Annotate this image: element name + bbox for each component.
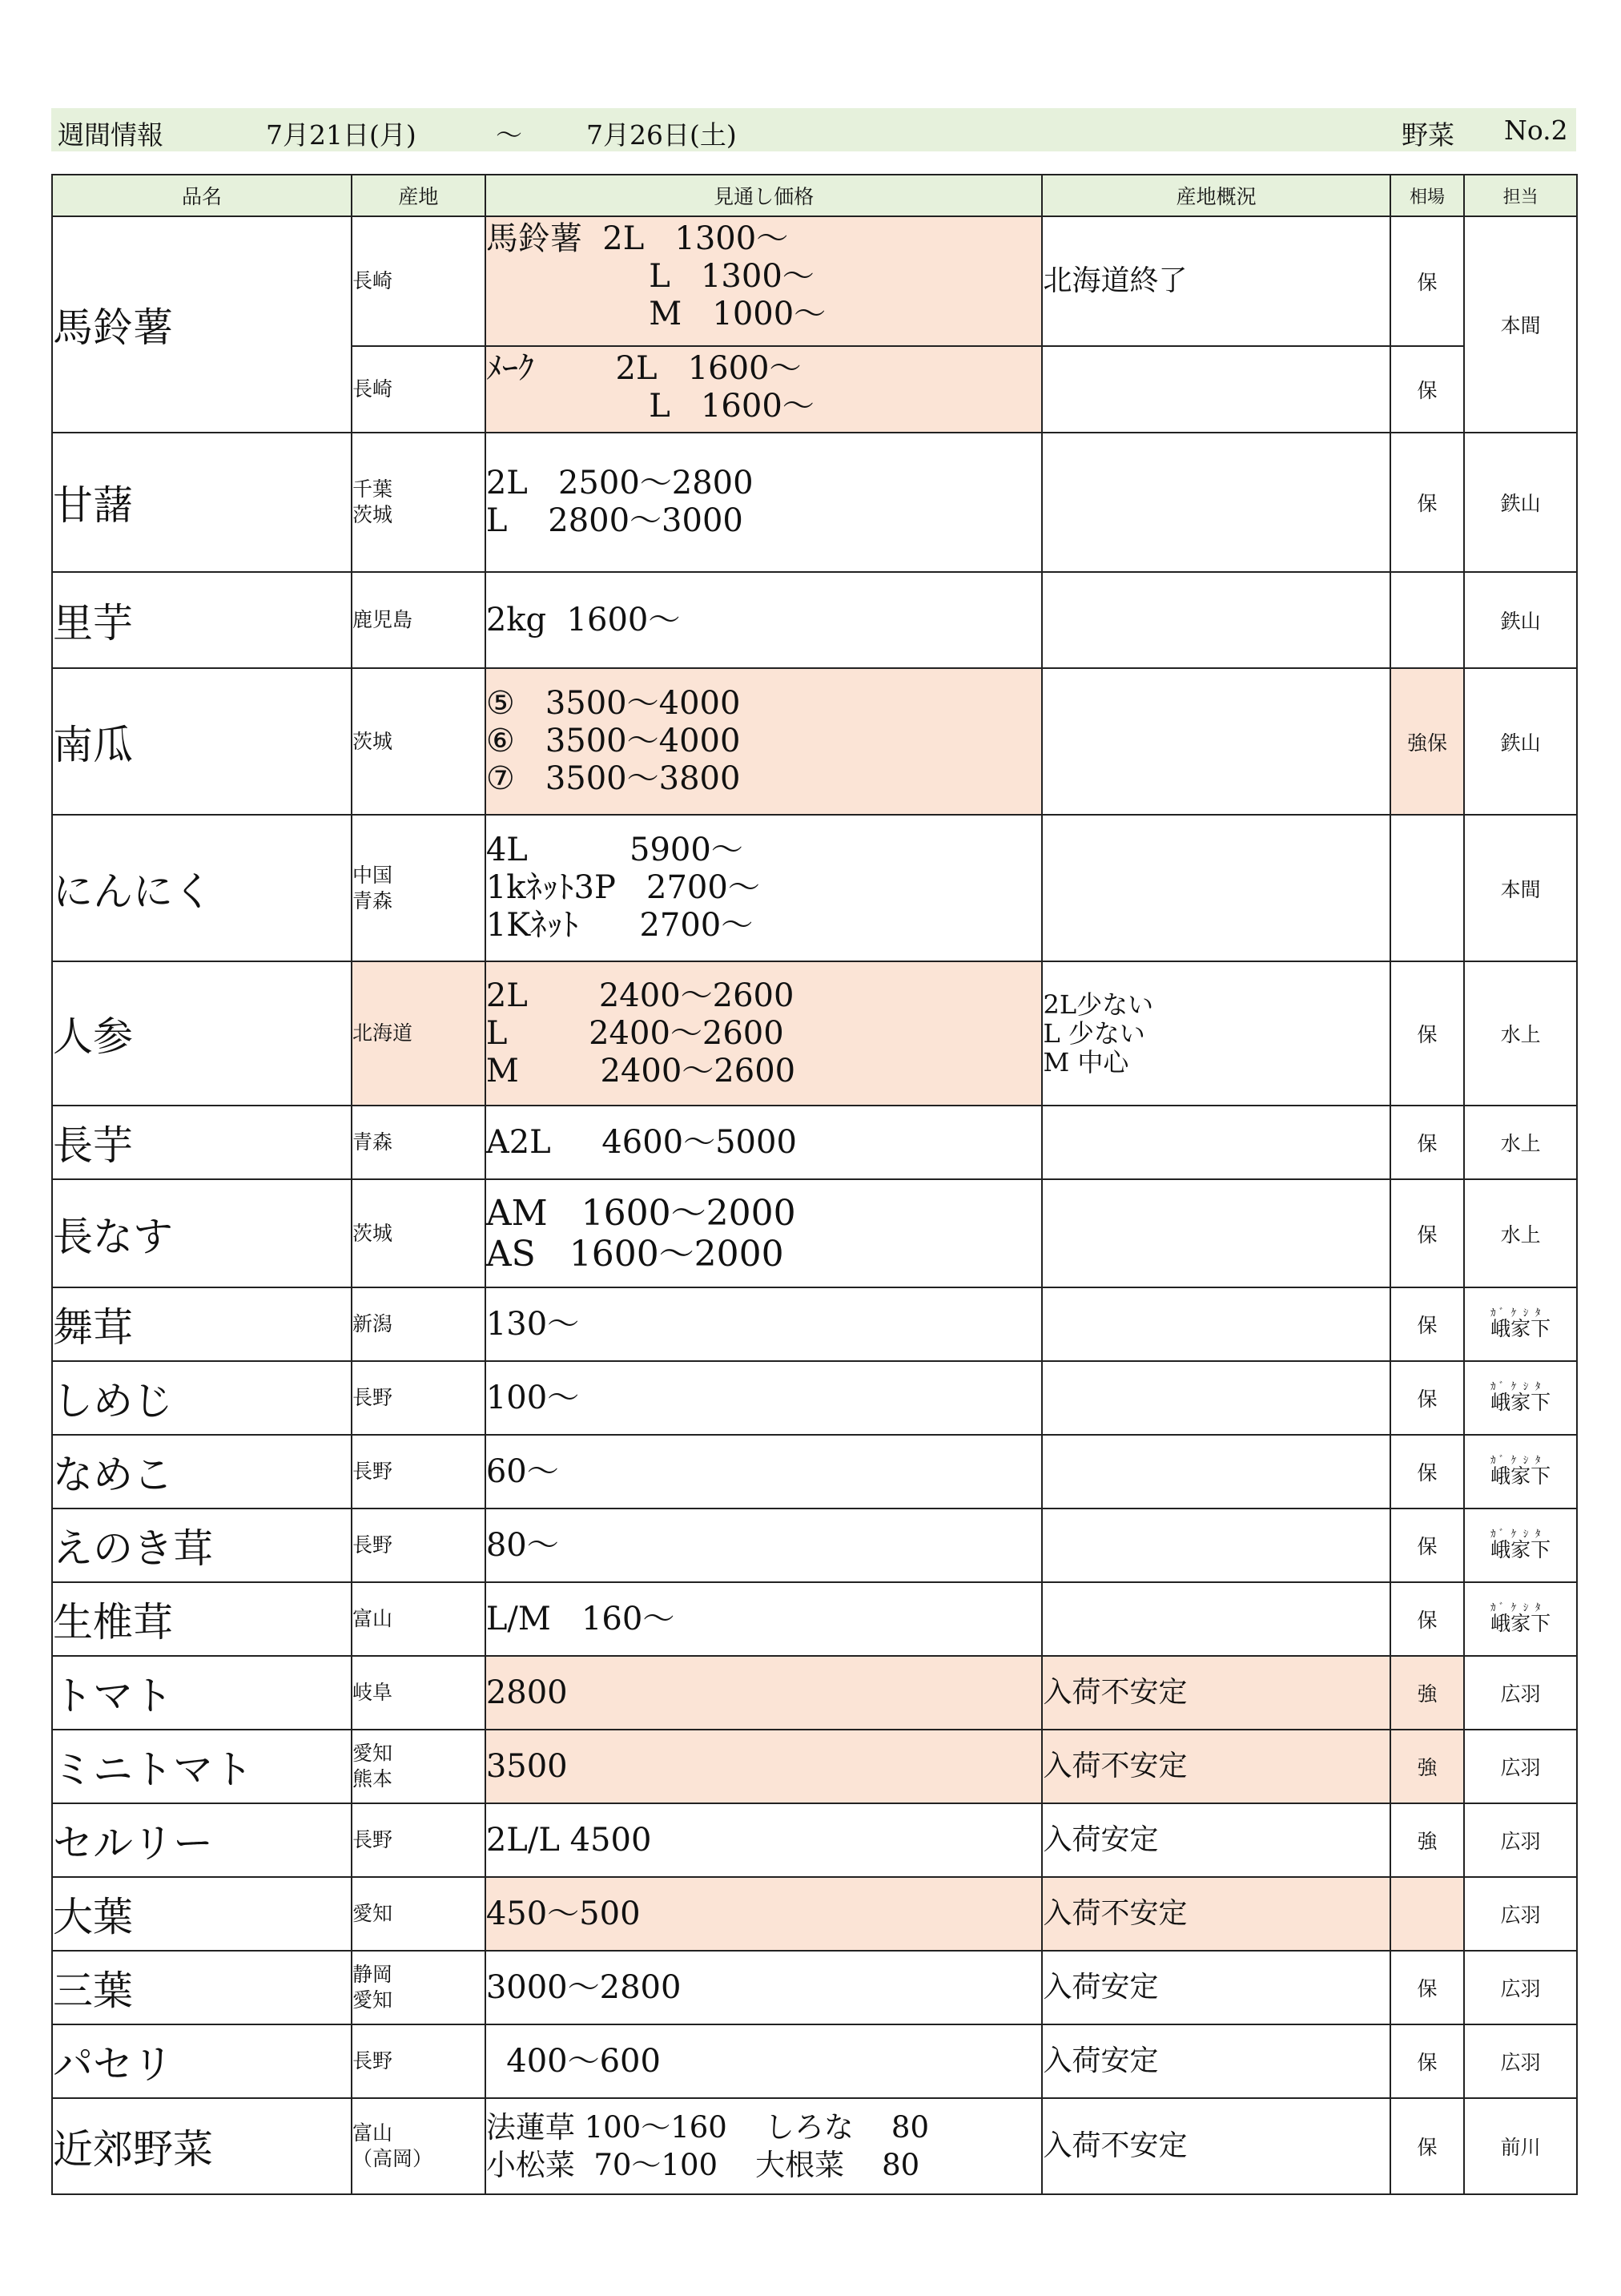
item-tanto: 広羽 [1464,1951,1577,2024]
item-note: 入荷安定 [1042,1803,1390,1877]
item-note [1042,1582,1390,1656]
item-name: 里芋 [52,572,352,668]
item-name: トマト [52,1656,352,1730]
item-note: 入荷安定 [1042,2024,1390,2098]
item-soba: 保 [1390,1179,1464,1287]
item-tanto [1464,1582,1577,1656]
item-tanto: 広羽 [1464,2024,1577,2098]
item-tanto [1464,1509,1577,1582]
col-header-tanto: 担当 [1464,175,1577,216]
date-from: 7月21日(月) [266,119,416,151]
item-tanto: 水上 [1464,1106,1577,1179]
item-soba: 強 [1390,1803,1464,1877]
table-row [52,668,1577,815]
item-note [1042,1361,1390,1435]
item-price: A2L 4600～5000 [485,1106,1043,1179]
item-note [1042,1179,1390,1287]
item-origin: 静岡 愛知 [352,1951,485,2024]
table-row [52,1730,1577,1803]
table-row [52,1582,1577,1656]
table-row [52,1656,1577,1730]
item-price: 130～ [485,1287,1043,1361]
item-tanto [1464,1435,1577,1509]
tanto-ruby: ｶﾞｹｼﾀ [1490,1454,1551,1467]
item-name: 長なす [52,1179,352,1287]
category-label: 野菜 [1402,119,1454,151]
item-note [1042,1106,1390,1179]
col-header-name: 品名 [52,175,352,216]
tanto-text: 峨家下 [1490,1537,1551,1561]
table-row [52,2098,1577,2194]
item-price: 450～500 [485,1877,1043,1951]
item-tanto [1464,1361,1577,1435]
item-tanto: 広羽 [1464,1877,1577,1951]
item-price: 400～600 [485,2024,1043,2098]
item-note: 入荷不安定 [1042,2098,1390,2194]
item-soba: 保 [1390,433,1464,572]
item-note: 入荷不安定 [1042,1877,1390,1951]
item-note: 入荷不安定 [1042,1730,1390,1803]
table-row [52,216,1577,346]
item-origin: 北海道 [352,961,485,1106]
item-note [1042,1509,1390,1582]
table-row [52,1361,1577,1435]
tanto-ruby: ｶﾞｹｼﾀ [1490,1380,1551,1393]
table-row [52,1287,1577,1361]
table-row [52,1803,1577,1877]
item-price: AM 1600～2000 AS 1600～2000 [485,1179,1043,1287]
item-name: しめじ [52,1361,352,1435]
item-soba [1390,1877,1464,1951]
table-row [52,1509,1577,1582]
item-origin: 愛知 [352,1877,485,1951]
item-name: 人参 [52,961,352,1106]
item-soba: 保 [1390,346,1464,433]
item-origin: 新潟 [352,1287,485,1361]
item-tanto: 鉄山 [1464,433,1577,572]
item-origin: 富山 （高岡） [352,2098,485,2194]
item-origin: 青森 [352,1106,485,1179]
item-origin: 千葉 茨城 [352,433,485,572]
item-soba: 保 [1390,2024,1464,2098]
item-price: 2L 2400～2600 L 2400～2600 M 2400～2600 [485,961,1043,1106]
tanto-ruby: ｶﾞｹｼﾀ [1490,1528,1551,1541]
tanto-text: 峨家下 [1490,1390,1551,1414]
item-soba: 保 [1390,1582,1464,1656]
item-tanto: 前川 [1464,2098,1577,2194]
item-tanto: 本間 [1464,815,1577,961]
item-soba: 保 [1390,1287,1464,1361]
item-origin: 岐阜 [352,1656,485,1730]
item-soba: 保 [1390,1951,1464,2024]
table-row [52,1877,1577,1951]
item-price: 2kg 1600～ [485,572,1043,668]
item-origin: 長崎 [352,216,485,346]
item-name: 長芋 [52,1106,352,1179]
item-note: 2L少ない L 少ない M 中心 [1042,961,1390,1106]
item-price: ﾒｰｸ 2L 1600～ L 1600～ [485,346,1043,433]
tanto-ruby: ｶﾞｹｼﾀ [1490,1307,1551,1319]
tanto-text: 峨家下 [1490,1464,1551,1488]
item-tanto: 鉄山 [1464,572,1577,668]
col-header-price: 見通し価格 [485,175,1043,216]
item-name: 生椎茸 [52,1582,352,1656]
item-price: 3500 [485,1730,1043,1803]
table-row [52,433,1577,572]
item-name: 三葉 [52,1951,352,2024]
item-price: 2L/L 4500 [485,1803,1043,1877]
item-origin: 鹿児島 [352,572,485,668]
item-name: えのき茸 [52,1509,352,1582]
item-tanto: 広羽 [1464,1803,1577,1877]
item-soba: 保 [1390,1509,1464,1582]
item-note [1042,1435,1390,1509]
table-row [52,572,1577,668]
item-name: ミニトマト [52,1730,352,1803]
item-soba: 保 [1390,1435,1464,1509]
item-origin: 愛知 熊本 [352,1730,485,1803]
col-header-soba: 相場 [1390,175,1464,216]
item-name: セルリー [52,1803,352,1877]
table-row [52,1179,1577,1287]
table-row [52,1106,1577,1179]
item-note [1042,668,1390,815]
item-soba: 保 [1390,1106,1464,1179]
item-note: 北海道終了 [1042,216,1390,346]
item-soba: 強 [1390,1730,1464,1803]
item-note: 入荷不安定 [1042,1656,1390,1730]
item-origin: 富山 [352,1582,485,1656]
item-name: 甘藷 [52,433,352,572]
item-name: パセリ [52,2024,352,2098]
item-soba: 強 [1390,1656,1464,1730]
item-price: 100～ [485,1361,1043,1435]
report-header [51,108,1576,151]
report-title: 週間情報 [58,119,163,151]
item-note [1042,572,1390,668]
col-header-origin: 産地 [352,175,485,216]
col-header-note: 産地概況 [1042,175,1390,216]
item-soba [1390,815,1464,961]
date-separator: ～ [496,119,522,151]
item-name: 近郊野菜 [52,2098,352,2194]
item-price: 80～ [485,1509,1043,1582]
price-outlook-table [51,174,1578,2195]
item-price: L/M 160～ [485,1582,1043,1656]
tanto-text: 峨家下 [1490,1611,1551,1635]
item-origin: 長崎 [352,346,485,433]
item-note [1042,1287,1390,1361]
table-row [52,1435,1577,1509]
item-tanto: 鉄山 [1464,668,1577,815]
table-row [52,2024,1577,2098]
item-price: ⑤ 3500～4000 ⑥ 3500～4000 ⑦ 3500～3800 [485,668,1043,815]
item-origin: 茨城 [352,1179,485,1287]
item-soba: 保 [1390,961,1464,1106]
item-origin: 長野 [352,1803,485,1877]
table-row [52,815,1577,961]
item-price: 馬鈴薯 2L 1300～ L 1300～ M 1000～ [485,216,1043,346]
item-name: 馬鈴薯 [52,216,352,433]
item-price: 60～ [485,1435,1043,1509]
item-tanto: 広羽 [1464,1656,1577,1730]
item-soba [1390,572,1464,668]
item-soba: 強保 [1390,668,1464,815]
item-tanto: 水上 [1464,1179,1577,1287]
item-note [1042,433,1390,572]
tanto-text: 峨家下 [1490,1316,1551,1340]
item-price: 2800 [485,1656,1043,1730]
item-price: 3000～2800 [485,1951,1043,2024]
item-origin: 長野 [352,1361,485,1435]
item-name: にんにく [52,815,352,961]
table-row [52,961,1577,1106]
item-name: 大葉 [52,1877,352,1951]
item-origin: 長野 [352,1509,485,1582]
item-tanto: 本間 [1464,216,1577,433]
table-row [52,1951,1577,2024]
item-origin: 中国 青森 [352,815,485,961]
item-name: 南瓜 [52,668,352,815]
item-price: 法蓮草 100～160 しろな 80 小松菜 70～100 大根菜 80 [485,2098,1043,2194]
page-number: No.2 [1504,115,1568,146]
item-origin: 長野 [352,2024,485,2098]
item-name: 舞茸 [52,1287,352,1361]
item-price: 4L 5900～ 1kﾈｯﾄ3P 2700～ 1Kﾈｯﾄ 2700～ [485,815,1043,961]
date-to: 7月26日(土) [586,119,737,151]
item-note [1042,815,1390,961]
item-soba: 保 [1390,216,1464,346]
item-note [1042,346,1390,433]
item-name: なめこ [52,1435,352,1509]
item-tanto: 広羽 [1464,1730,1577,1803]
item-tanto [1464,1287,1577,1361]
table-header-row [52,175,1577,216]
item-price: 2L 2500～2800 L 2800～3000 [485,433,1043,572]
item-origin: 茨城 [352,668,485,815]
tanto-ruby: ｶﾞｹｼﾀ [1490,1601,1551,1614]
item-soba: 保 [1390,2098,1464,2194]
item-note: 入荷安定 [1042,1951,1390,2024]
item-tanto: 水上 [1464,961,1577,1106]
item-soba: 保 [1390,1361,1464,1435]
item-origin: 長野 [352,1435,485,1509]
